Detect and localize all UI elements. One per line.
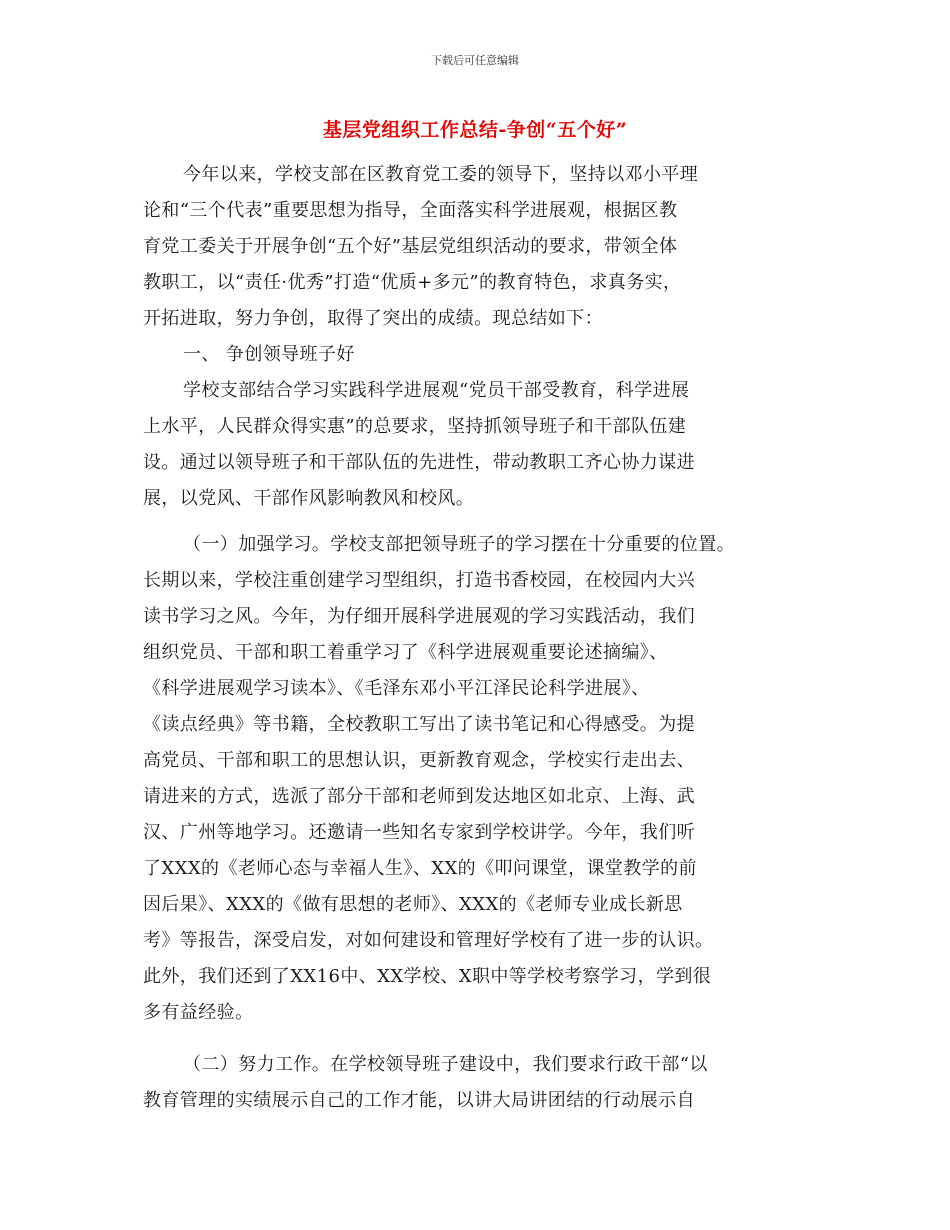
body-line: 高党员、干部和职工的思想认识，更新教育观念，学校实行走出去、 bbox=[143, 750, 695, 771]
body-line: 考》等报告，深受启发，对如何建设和管理好学校有了进一步的认识。 bbox=[143, 930, 714, 951]
body-line: 育党工委关于开展争创“五个好”基层党组织活动的要求，带领全体 bbox=[143, 236, 678, 257]
body-line: 《科学进展观学习读本》、《毛泽东邓小平江泽民论科学进展》、 bbox=[143, 678, 650, 699]
body-line: （二）努力工作。在学校领导班子建设中，我们要求行政干部“以 bbox=[183, 1054, 708, 1075]
body-line: 教职工，以“责任·优秀”打造“优质+多元”的教育特色，求真务实， bbox=[143, 272, 682, 293]
body-line: 长期以来，学校注重创建学习型组织，打造书香校园，在校园内大兴 bbox=[143, 570, 695, 591]
section-heading: 一、 争创领导班子好 bbox=[183, 344, 355, 365]
body-line: 了XXX的《老师心态与幸福人生》、XX的《叩问课堂，课堂教学的前 bbox=[143, 858, 697, 879]
body-line: 今年以来，学校支部在区教育党工委的领导下，坚持以邓小平理 bbox=[183, 164, 699, 185]
body-line: 论和“三个代表”重要思想为指导，全面落实科学进展观，根据区教 bbox=[143, 200, 678, 221]
body-line: 汉、广州等地学习。还邀请一些知名专家到学校讲学。今年，我们听 bbox=[143, 822, 695, 843]
body-line: 教育管理的实绩展示自己的工作才能，以讲大局讲团结的行动展示自 bbox=[143, 1090, 695, 1111]
body-line: 多有益经验。 bbox=[143, 1002, 254, 1023]
body-line: 因后果》、XXX的《做有思想的老师》、XXX的《老师专业成长新思 bbox=[143, 894, 683, 915]
body-line: 展，以党风、干部作风影响教风和校风。 bbox=[143, 488, 475, 509]
body-line: 学校支部结合学习实践科学进展观“党员干部受教育，科学进展 bbox=[183, 380, 690, 401]
body-line: 读书学习之风。今年，为仔细开展科学进展观的学习实践活动，我们 bbox=[143, 606, 695, 627]
page-header-note: 下载后可任意编辑 bbox=[431, 54, 519, 67]
body-line: 此外，我们还到了XX16中、XX学校、X职中等学校考察学习，学到很 bbox=[143, 966, 712, 987]
body-line: 请进来的方式，选派了部分干部和老师到发达地区如北京、上海、武 bbox=[143, 786, 695, 807]
document-title: 基层党组织工作总结-争创“五个好” bbox=[322, 119, 628, 141]
body-line: 上水平，人民群众得实惠”的总要求，坚持抓领导班子和干部队伍建 bbox=[143, 416, 687, 437]
body-line: 组织党员、干部和职工着重学习了《科学进展观重要论述摘编》、 bbox=[143, 642, 668, 663]
body-line: （一）加强学习。学校支部把领导班子的学习摆在十分重要的位置。 bbox=[183, 534, 735, 555]
body-line: 开拓进取，努力争创，取得了突出的成绩。现总结如下： bbox=[143, 308, 603, 329]
body-line: 设。通过以领导班子和干部队伍的先进性，带动教职工齐心协力谋进 bbox=[143, 452, 695, 473]
body-line: 《读点经典》等书籍，全校教职工写出了读书笔记和心得感受。为提 bbox=[143, 714, 695, 735]
